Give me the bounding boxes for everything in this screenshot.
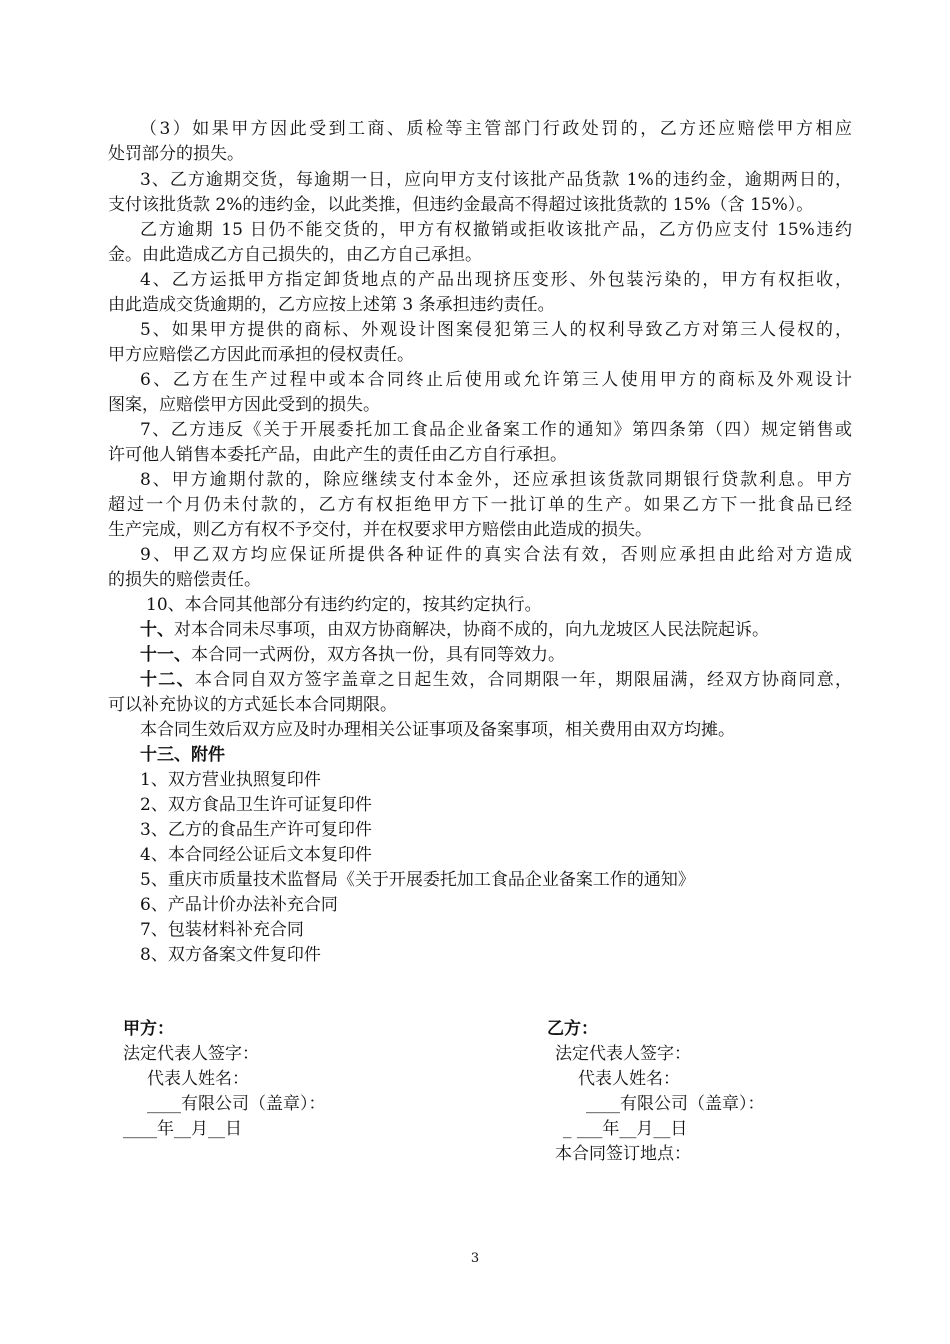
clause-text: 本合同自双方签字盖章之日起生效，合同期限一年，期限届满，经双方协商同意， [194, 670, 853, 690]
clause-number: 十二、 [140, 670, 195, 690]
party-a-rep-sign: 法定代表人签字： [123, 1044, 259, 1064]
paragraph-line: 金。由此造成乙方自己损失的，由乙方自己承担。 [108, 245, 482, 265]
clause-11 [140, 643, 884, 668]
attachment-item: 3、乙方的食品生产许可复印件 [140, 820, 372, 840]
attachment-item: 2、双方食品卫生许可证复印件 [140, 795, 372, 815]
party-a-company: ____有限公司（盖章）： [147, 1094, 326, 1114]
party-b-date: _ ___年__月__日 [563, 1119, 688, 1139]
party-b-company: ____有限公司（盖章）： [586, 1094, 765, 1114]
paragraph-line: 9、甲乙双方均应保证所提供各种证件的真实合法有效，否则应承担由此给对方造成 [140, 545, 852, 565]
party-a-title: 甲方： [123, 1019, 174, 1039]
paragraph-line: 超过一个月仍未付款的，乙方有权拒绝甲方下一批订单的生产。如果乙方下一批食品已经 [108, 495, 852, 515]
paragraph-line: 的损失的赔偿责任。 [108, 570, 261, 590]
paragraph-line: 本合同生效后双方应及时办理相关公证事项及备案事项，相关费用由双方均摊。 [140, 720, 735, 740]
paragraph-line: 可以补充协议的方式延长本合同期限。 [108, 695, 397, 715]
paragraph-line: 由此造成交货逾期的，乙方应按上述第 3 条承担违约责任。 [108, 295, 555, 315]
clause-text: 本合同一式两份，双方各执一份，具有同等效力。 [191, 645, 565, 665]
paragraph-line: （3）如果甲方因此受到工商、质检等主管部门行政处罚的，乙方还应赔偿甲方相应 [140, 119, 852, 139]
attachments-heading: 十三、附件 [140, 745, 225, 765]
paragraph-line: 处罚部分的损失。 [108, 144, 244, 164]
paragraph-line: 许可他人销售本委托产品，由此产生的责任由乙方自行承担。 [108, 445, 567, 465]
paragraph-line: 6、乙方在生产过程中或本合同终止后使用或允许第三人使用甲方的商标及外观设计 [140, 370, 852, 390]
clause-text: 对本合同未尽事项，由双方协商解决，协商不成的，向九龙坡区人民法院起诉。 [174, 620, 769, 640]
party-b-signing-place: 本合同签订地点： [555, 1144, 691, 1164]
paragraph-line: 10、本合同其他部分有违约约定的，按其约定执行。 [146, 595, 542, 615]
attachment-item: 6、产品计价办法补充合同 [140, 895, 338, 915]
party-a-date: ____年__月__日 [123, 1119, 242, 1139]
paragraph-line: 图案，应赔偿甲方因此受到的损失。 [108, 395, 380, 415]
paragraph-line: 8、甲方逾期付款的，除应继续支付本金外，还应承担该货款同期银行贷款利息。甲方 [140, 470, 852, 490]
attachment-item: 7、包装材料补充合同 [140, 920, 304, 940]
paragraph-line: 7、乙方违反《关于开展委托加工食品企业备案工作的通知》第四条第（四）规定销售或 [140, 420, 852, 440]
attachment-item: 8、双方备案文件复印件 [140, 945, 321, 965]
paragraph-line: 支付该批货款 2%的违约金，以此类推，但违约金最高不得超过该批货款的 15%（含 15%）。 [108, 195, 814, 215]
paragraph-line: 3、乙方逾期交货，每逾期一日，应向甲方支付该批产品货款 1%的违约金，逾期两日的， [140, 170, 852, 190]
paragraph-line: 5、如果甲方提供的商标、外观设计图案侵犯第三人的权利导致乙方对第三人侵权的， [140, 320, 852, 340]
paragraph-line: 甲方应赔偿乙方因此而承担的侵权责任。 [108, 345, 414, 365]
party-b-title: 乙方： [547, 1019, 598, 1039]
clause-number: 十一、 [140, 645, 191, 665]
attachment-item: 5、重庆市质量技术监督局《关于开展委托加工食品企业备案工作的通知》 [140, 870, 695, 890]
clause-10 [140, 618, 884, 643]
page-number: 3 [470, 1251, 480, 1266]
attachment-item: 4、本合同经公证后文本复印件 [140, 845, 372, 865]
party-a-rep-name: 代表人姓名： [147, 1069, 249, 1089]
clause-number: 十、 [140, 620, 174, 640]
attachment-item: 1、双方营业执照复印件 [140, 770, 321, 790]
clause-12 [140, 668, 852, 693]
paragraph-line: 生产完成，则乙方有权不予交付，并在权要求甲方赔偿由此造成的损失。 [108, 520, 652, 540]
paragraph-line: 乙方逾期 15 日仍不能交货的，甲方有权撤销或拒收该批产品，乙方仍应支付 15%违约 [140, 220, 852, 240]
paragraph-line: 4、乙方运抵甲方指定卸货地点的产品出现挤压变形、外包装污染的，甲方有权拒收， [140, 270, 852, 290]
party-b-rep-name: 代表人姓名： [578, 1069, 680, 1089]
party-b-rep-sign: 法定代表人签字： [555, 1044, 691, 1064]
